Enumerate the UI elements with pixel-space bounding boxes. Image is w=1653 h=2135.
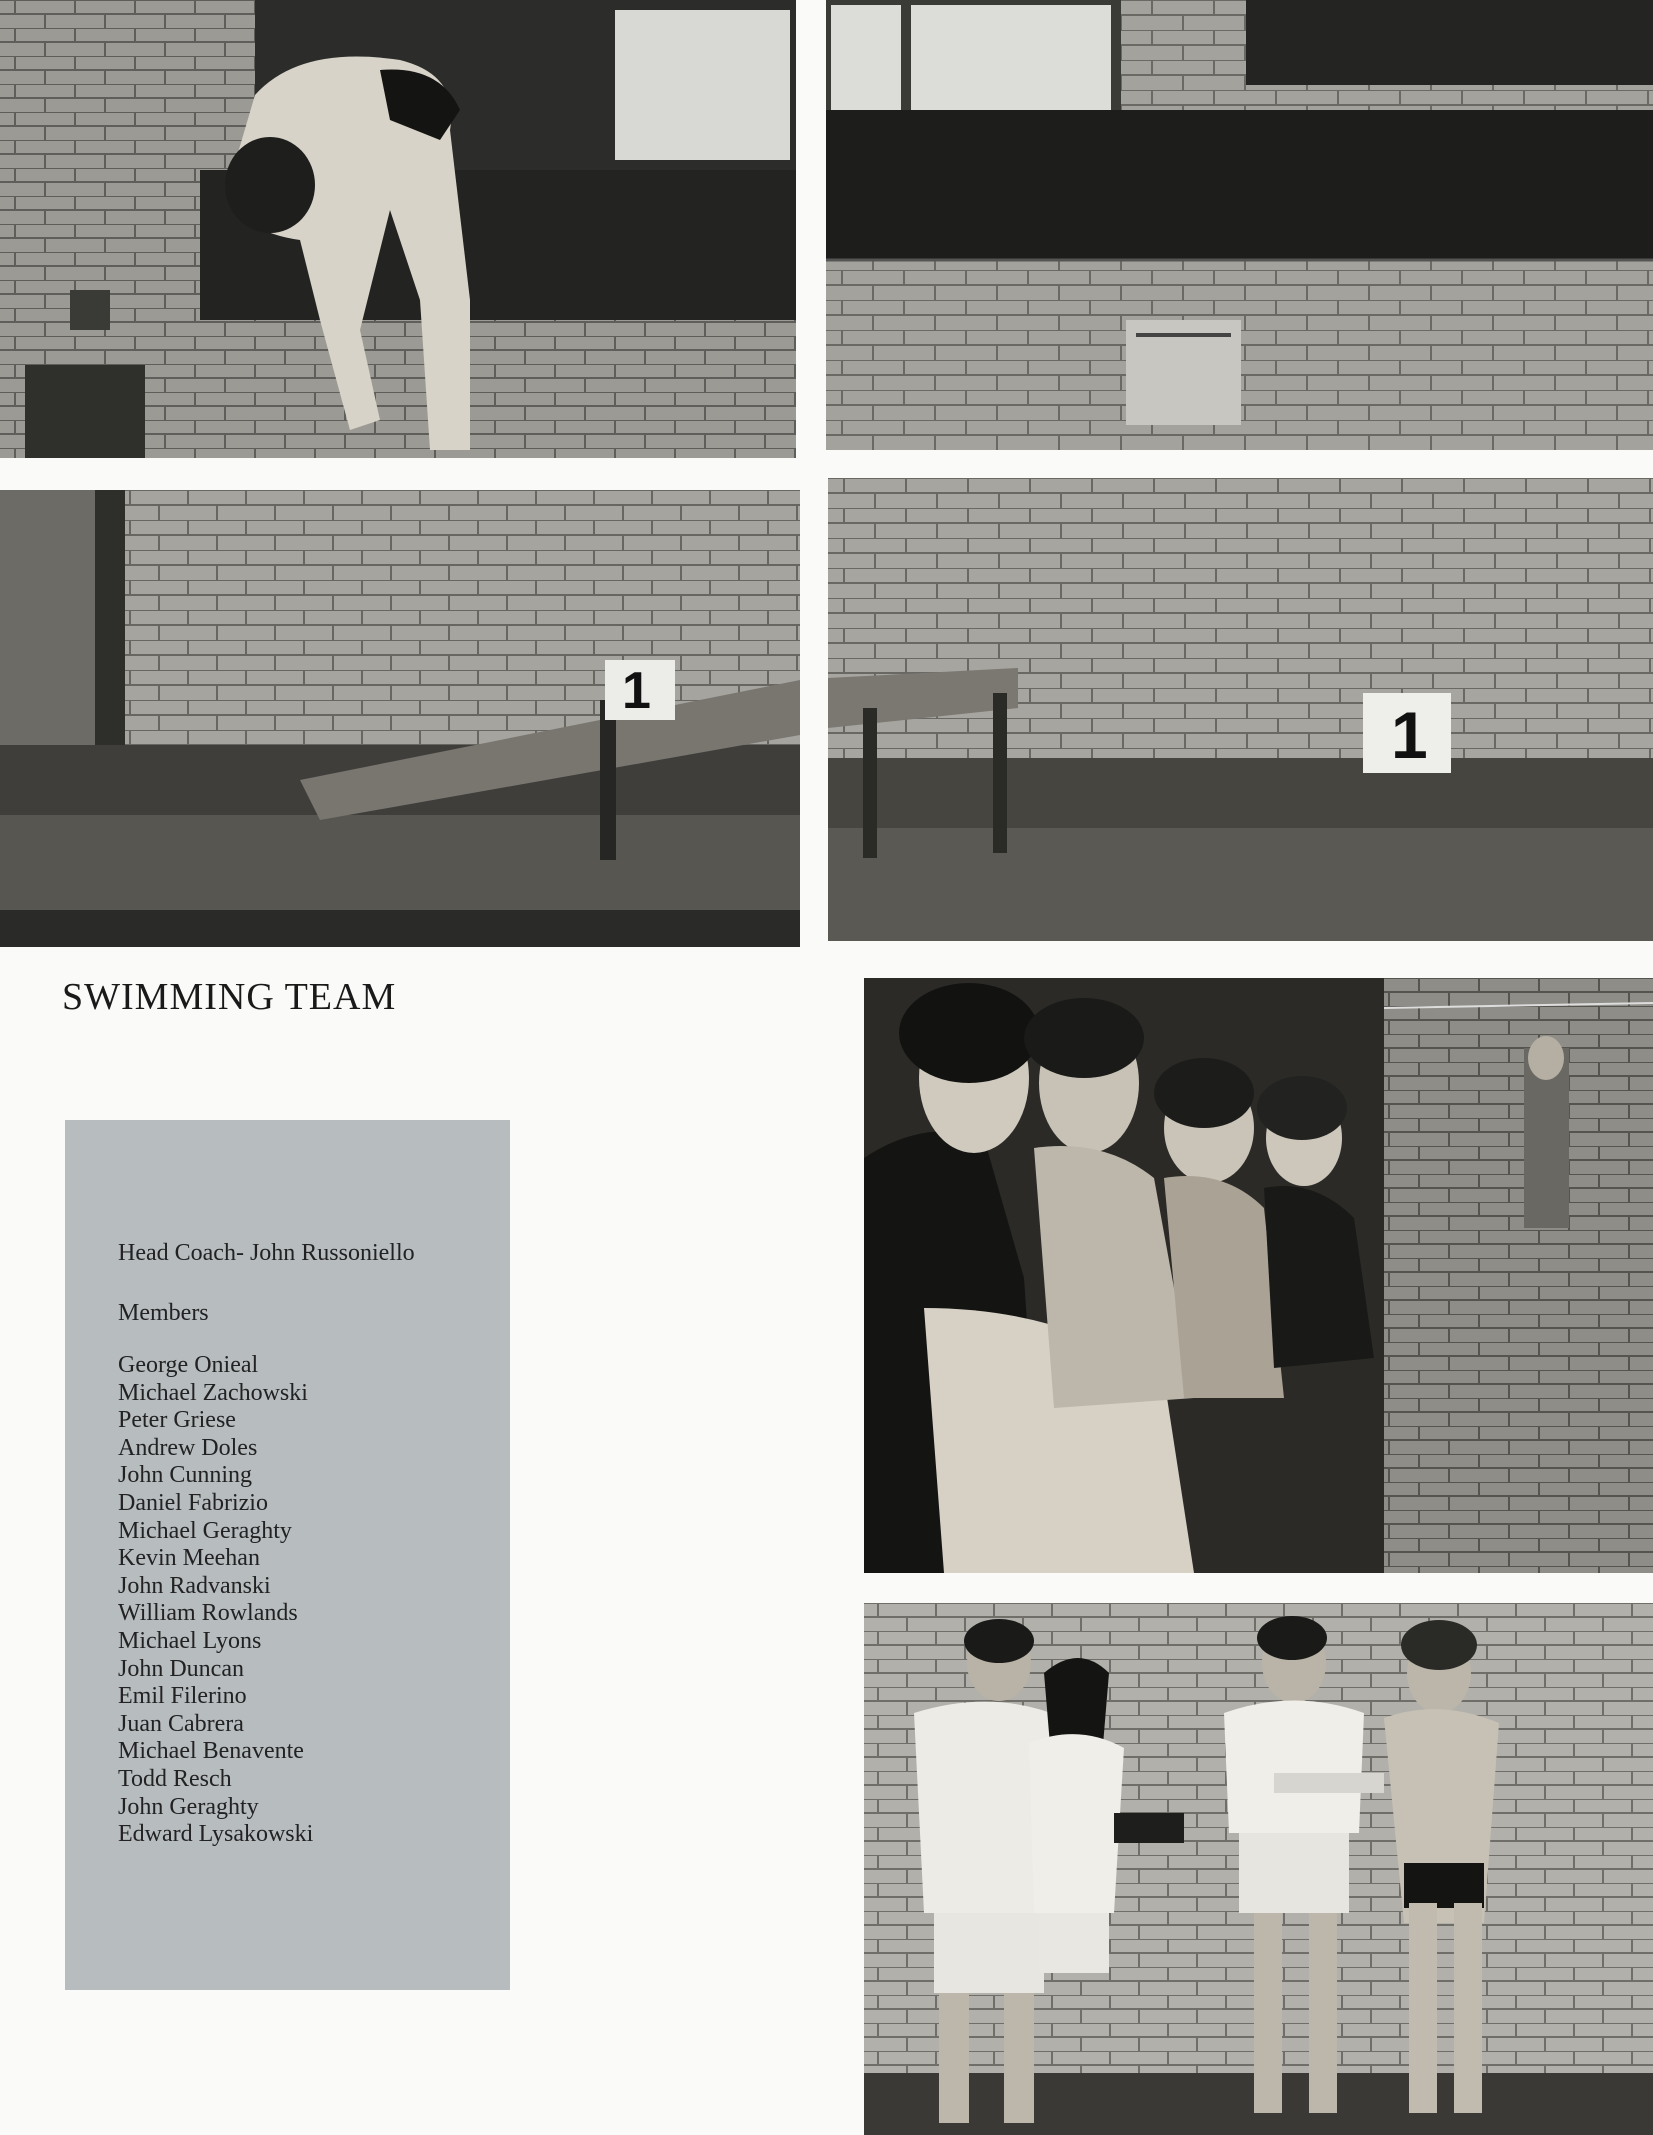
photo-coaches-timing	[864, 1603, 1653, 2135]
roster-panel	[65, 1120, 510, 1990]
list-item: Emil Filerino	[118, 1683, 247, 1710]
svg-text:1: 1	[622, 662, 651, 720]
list-item: Juan Cabrera	[118, 1710, 244, 1737]
list-item: Michael Geraghty	[118, 1517, 292, 1544]
members-list	[118, 1352, 313, 1849]
members-heading: Members	[118, 1300, 209, 1326]
list-item: Kevin Meehan	[118, 1545, 260, 1572]
list-item: John Geraghty	[118, 1793, 259, 1820]
photo-pool-wall-windows	[826, 0, 1653, 450]
list-item: Peter Griese	[118, 1407, 236, 1434]
list-item: John Cunning	[118, 1462, 253, 1489]
photo-diver-on-block	[0, 0, 796, 458]
list-item: Todd Resch	[118, 1765, 232, 1792]
list-item: Andrew Doles	[118, 1434, 258, 1461]
list-item: John Duncan	[118, 1655, 244, 1682]
svg-text:1: 1	[1391, 698, 1428, 772]
list-item: Michael Zachowski	[118, 1379, 308, 1406]
list-item: John Radvanski	[118, 1572, 271, 1599]
photo-diving-board-right	[828, 478, 1653, 941]
list-item: Edward Lysakowski	[118, 1821, 314, 1848]
photo-diving-board-left	[0, 490, 800, 947]
list-item: Michael Benavente	[118, 1738, 304, 1765]
list-item: Daniel Fabrizio	[118, 1489, 268, 1516]
photo-swimmers-seated	[864, 978, 1653, 1573]
head-coach-line: Head Coach- John Russoniello	[118, 1240, 415, 1266]
list-item: William Rowlands	[118, 1600, 298, 1627]
list-item: Michael Lyons	[118, 1627, 262, 1654]
page-title: SWIMMING TEAM	[62, 976, 397, 1018]
list-item: George Onieal	[118, 1352, 259, 1378]
